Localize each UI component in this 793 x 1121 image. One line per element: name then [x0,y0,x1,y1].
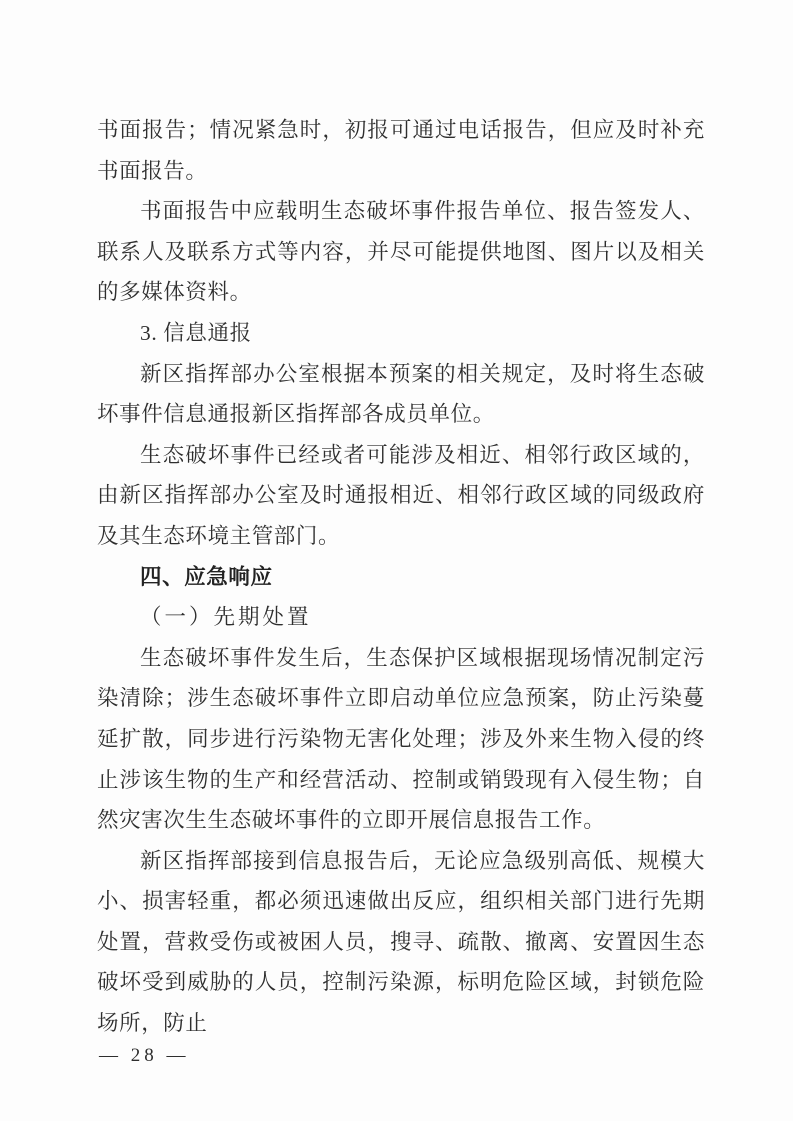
section-heading: 四、应急响应 [140,564,273,589]
page-number: — 28 — [99,1045,190,1066]
paragraph: 新区指挥部办公室根据本预案的相关规定，及时将生态破坏事件信息通报新区指挥部各成员单位。 [97,361,705,427]
paragraph-continuation: 书面报告；情况紧急时，初报可通过电话报告，但应及时补充书面报告。 [97,118,705,183]
paragraph: 新区指挥部接到信息报告后，无论应急级别高低、规模大小、损害轻重，都必须迅速做出反应，组织相关部门进行先期处置，营救受伤或被困人员，搜寻、疏散、撤离、安置因生态破坏受到威胁的人员，控制污染源，标明危险区域，封锁危险场所，防止 [97,848,705,1036]
numbered-subheading: 3. 信息通报 [140,320,252,345]
page-body-text [97,110,705,1044]
subsection-heading: （一）先期处置 [140,605,312,630]
paragraph: 生态破坏事件已经或者可能涉及相近、相邻行政区域的，由新区指挥部办公室及时通报相近、相邻行政区域的同级政府及其生态环境主管部门。 [97,442,705,548]
paragraph: 书面报告中应载明生态破坏事件报告单位、报告签发人、联系人及联系方式等内容，并尽可能提供地图、图片以及相关的多媒体资料。 [97,199,705,305]
paragraph: 生态破坏事件发生后，生态保护区域根据现场情况制定污染清除；涉生态破坏事件立即启动单位应急预案，防止污染蔓延扩散，同步进行污染物无害化处理；涉及外来生物入侵的终止涉该生物的生产和经营活动、控制或销毁现有入侵生物；自然灾害次生生态破坏事件的立即开展信息报告工作。 [97,645,705,833]
